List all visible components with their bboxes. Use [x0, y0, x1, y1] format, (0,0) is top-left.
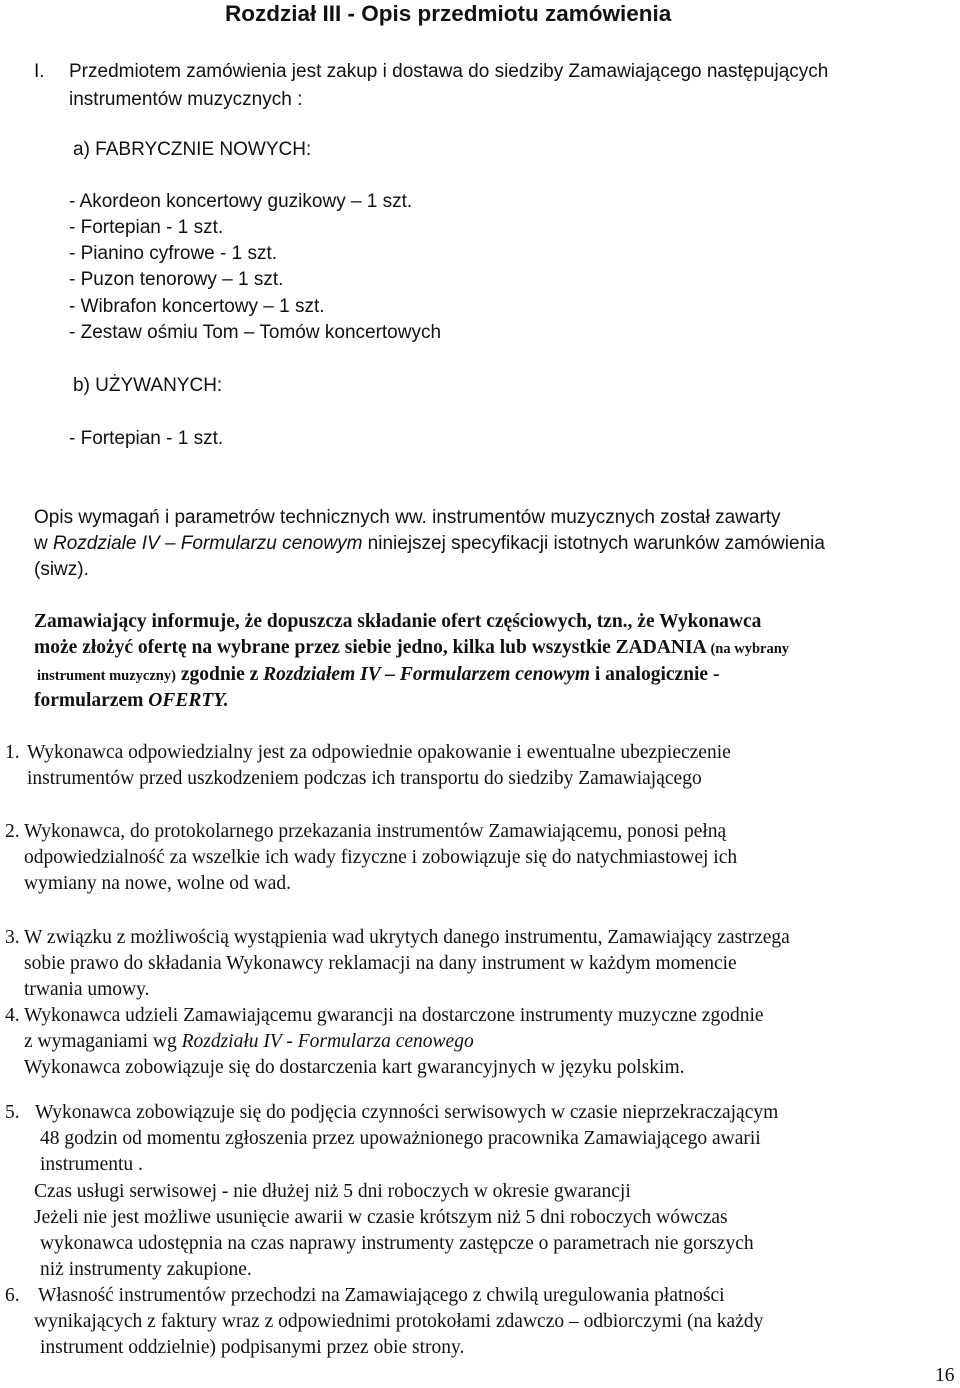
desc-line-2 — [34, 532, 825, 556]
item-number: 6. — [5, 1285, 20, 1306]
item-line: Własność instrumentów przechodzi na Zamawiającego z chwilą uregulowania płatności — [38, 1285, 725, 1306]
page-number: 16 — [935, 1365, 955, 1386]
item-line: wynikających z faktury wraz z odpowiednimi protokołami zdawczo – odbiorczymi (na każdy — [34, 1311, 764, 1332]
item-line: wymiany na nowe, wolne od wad. — [24, 873, 291, 894]
used-heading: b) UŻYWANYCH: — [73, 375, 223, 396]
partial-text: i analogicznie - — [590, 664, 720, 685]
item-number: 3. — [5, 927, 20, 948]
desc-line-1: Opis wymagań i parametrów technicznych ww. instrumentów muzycznych został zawarty — [34, 507, 781, 528]
partial-small: instrument muzyczny) — [37, 668, 176, 684]
partial-line-1: Zamawiający informuje, że dopuszcza składanie ofert częściowych, tzn., że Wykonawca — [34, 611, 762, 632]
item-number: 4. — [5, 1005, 20, 1026]
desc-line-3: (siwz). — [34, 559, 89, 580]
item-line: trwania umowy. — [24, 979, 150, 1000]
section-text-line-1: Przedmiotem zamówienia jest zakup i dostawa do siedziby Zamawiającego następujących — [69, 61, 829, 82]
desc-text: niniejszej specyfikacji istotnych warunków zamówienia — [362, 533, 825, 554]
desc-ref: Rozdziale IV – Formularzu cenowym — [53, 533, 363, 554]
desc-text: w — [34, 533, 53, 554]
list-item: - Puzon tenorowy – 1 szt. — [69, 269, 284, 290]
item-text: z wymaganiami wg — [24, 1031, 182, 1052]
section-marker: I. — [34, 61, 45, 82]
list-item: - Wibrafon koncertowy – 1 szt. — [69, 296, 325, 317]
new-heading: a) FABRYCZNIE NOWYCH: — [73, 139, 312, 160]
item-line — [24, 1030, 474, 1054]
item-line: instrumentu . — [40, 1154, 143, 1175]
partial-text: zgodnie z — [175, 664, 264, 685]
item-line: instrumentów przed uszkodzeniem podczas ich transportu do siedziby Zamawiającego — [27, 768, 702, 789]
item-line: instrument oddzielnie) podpisanymi przez obie strony. — [40, 1337, 465, 1358]
list-item: - Zestaw ośmiu Tom – Tomów koncertowych — [69, 322, 442, 343]
item-line: odpowiedzialność za wszelkie ich wady fizyczne i zobowiązuje się do natychmiastowej ich — [24, 847, 738, 868]
item-line: Jeżeli nie jest możliwe usunięcie awarii w czasie krótszym niż 5 dni roboczych wówczas — [34, 1207, 728, 1228]
list-item: - Fortepian - 1 szt. — [69, 217, 224, 238]
page-title: Rozdział III - Opis przedmiotu zamówienia — [225, 1, 672, 26]
item-line: niż instrumenty zakupione. — [40, 1259, 252, 1280]
partial-text: formularzem — [34, 690, 149, 711]
partial-ref: OFERTY. — [148, 690, 229, 711]
partial-line-4 — [34, 689, 229, 713]
item-number: 5. — [5, 1102, 20, 1123]
partial-ref: Rozdziałem IV – Formularzem cenowym — [263, 664, 591, 685]
partial-line-3 — [37, 663, 719, 688]
section-text-line-2: instrumentów muzycznych : — [69, 89, 303, 110]
list-item: - Akordeon koncertowy guzikowy – 1 szt. — [69, 191, 413, 212]
item-number: 1. — [5, 742, 20, 763]
item-ref: Rozdziału IV - Formularza cenowego — [181, 1031, 474, 1052]
item-number: 2. — [5, 821, 20, 842]
item-line: Wykonawca zobowiązuje się do dostarczenia kart gwarancyjnych w języku polskim. — [24, 1057, 685, 1078]
partial-line-2 — [34, 636, 789, 661]
item-line: Wykonawca udzieli Zamawiającemu gwarancji na dostarczone instrumenty muzyczne zgodnie — [24, 1005, 764, 1026]
list-item: - Fortepian - 1 szt. — [69, 428, 224, 449]
item-line: Wykonawca zobowiązuje się do podjęcia czynności serwisowych w czasie nieprzekraczającym — [35, 1102, 779, 1123]
item-line: Wykonawca odpowiedzialny jest za odpowiednie opakowanie i ewentualne ubezpieczenie — [27, 742, 731, 763]
item-line: Czas usługi serwisowej - nie dłużej niż 5 dni roboczych w okresie gwarancji — [34, 1181, 631, 1202]
item-line: Wykonawca, do protokolarnego przekazania instrumentów Zamawiającemu, ponosi pełną — [24, 821, 727, 842]
item-line: W związku z możliwością wystąpienia wad ukrytych danego instrumentu, Zamawiający zastrzega — [24, 927, 790, 948]
partial-text: może złożyć ofertę na wybrane przez siebie jedno, kilka lub wszystkie ZADANIA — [34, 637, 706, 658]
item-line: sobie prawo do składania Wykonawcy reklamacji na dany instrument w każdym momencie — [24, 953, 737, 974]
list-item: - Pianino cyfrowe - 1 szt. — [69, 243, 278, 264]
item-line: wykonawca udostępnia na czas naprawy instrumenty zastępcze o parametrach nie gorszych — [40, 1233, 754, 1254]
item-line: 48 godzin od momentu zgłoszenia przez upoważnionego pracownika Zamawiającego awarii — [40, 1128, 761, 1149]
partial-small: (na wybrany — [710, 641, 790, 657]
